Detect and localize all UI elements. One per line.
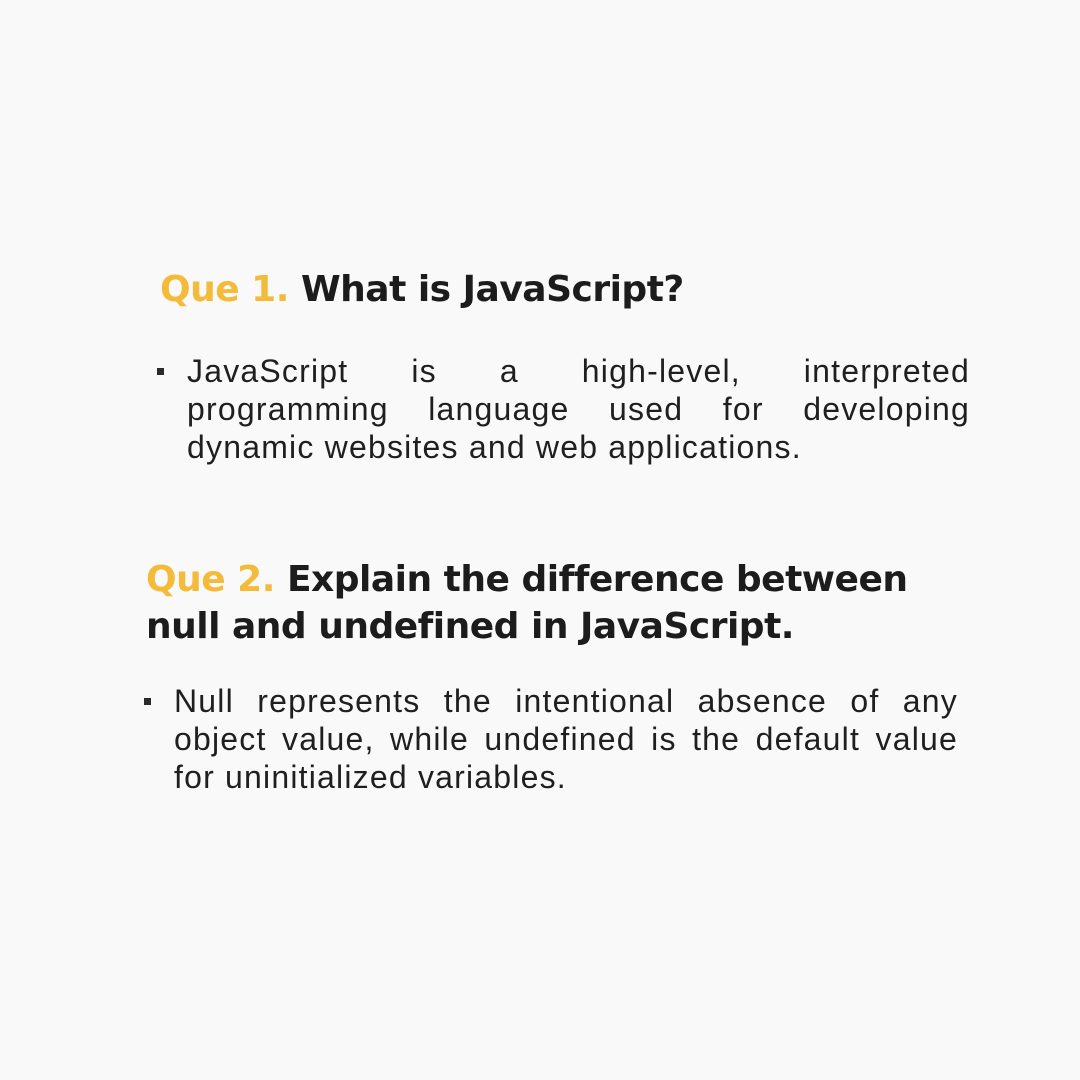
question-1-label: Que 1. [160, 269, 289, 310]
answer-2-text: Null represents the intentional absence of any object value, while undefined is the default value for uninitialized variables. [174, 683, 958, 795]
square-bullet-icon [144, 698, 151, 705]
answer-2-item [174, 682, 958, 796]
question-1-title: What is JavaScript? [300, 269, 684, 310]
question-2-label: Que 2. [146, 559, 275, 600]
answer-1-text: JavaScript is a high-level, interpreted programming language used for developing dynamic websites and web applications. [187, 353, 970, 465]
answer-2-list [174, 682, 958, 796]
question-1-heading [160, 266, 980, 313]
answer-1-item [187, 352, 970, 466]
question-2-title: Explain the difference between null and undefined in JavaScript. [146, 559, 908, 647]
question-2-heading [146, 556, 976, 650]
answer-1-list [187, 352, 970, 466]
square-bullet-icon [157, 368, 164, 375]
